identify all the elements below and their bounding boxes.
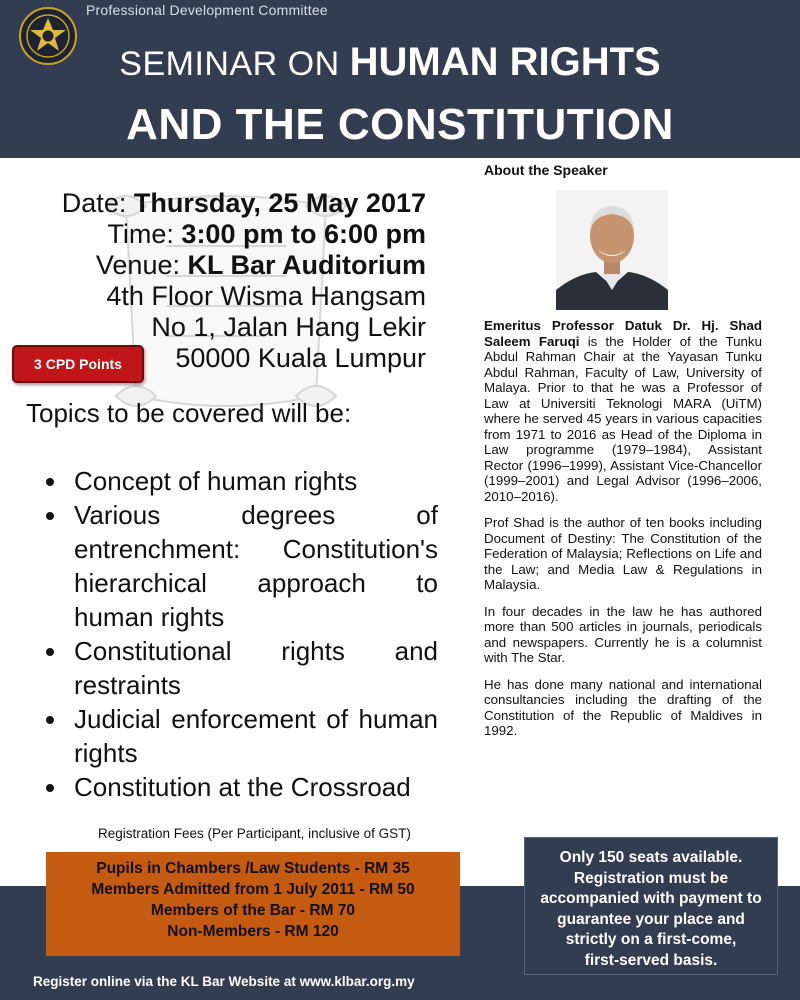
speaker-photo xyxy=(556,190,668,310)
bullet-icon xyxy=(46,512,54,520)
venue-address-line: No 1, Jalan Hang Lekir xyxy=(151,312,426,342)
malaysian-bar-crest-icon xyxy=(18,6,78,66)
fee-item: Pupils in Chambers /Law Students - RM 35 xyxy=(96,860,410,877)
topic-item: Concept of human rights xyxy=(46,464,438,498)
cpd-points-badge: 3 CPD Points xyxy=(12,345,144,383)
venue-address-line: 4th Floor Wisma Hangsam xyxy=(106,281,426,311)
topics-list xyxy=(46,464,438,804)
speaker-bio xyxy=(484,318,762,750)
title-prefix: SEMINAR ON xyxy=(119,45,350,83)
topic-item: Judicial enforcement of human rights xyxy=(46,702,438,770)
bio-paragraph: He has done many national and international consultancies including the drafting of the Constitution of the Republic of Maldives in 1992. xyxy=(484,676,762,738)
bio-paragraph: In four decades in the law he has authored more than 500 articles in journals, periodicals and newspapers. Currently he is a columnist with The Star. xyxy=(484,603,762,665)
title-emphasis: HUMAN RIGHTS xyxy=(349,40,661,84)
bio-paragraph: Emeritus Professor Datuk Dr. Hj. Shad Saleem Faruqi is the Holder of the Tunku Abdul Rahman Chair at the Yayasan Tunku Abdul Rahman, Faculty of Law, University of Malaya. Prior to that he was a Professor of Law at Universiti Teknologi MARA (UiTM) where he served 45 years in various capacities from 1971 to 2016 as Head of the Diploma in Law programme (1979–1984), Assistant Rector (1996–1999), Assistant Vice-Chancellor (1999–2001) and Legal Advisor (1996–2006, 2010–2016). xyxy=(484,318,762,504)
page-title-line1 xyxy=(100,40,680,85)
bullet-icon xyxy=(46,478,54,486)
event-venue: Venue: KL Bar Auditorium xyxy=(95,250,426,280)
speaker-heading: About the Speaker xyxy=(484,162,608,178)
bio-paragraph: Prof Shad is the author of ten books including Document of Destiny: The Constitution of the Federation of Malaysia; Reflections on Life and the Law; and Media Law & Regulations in Malaysia. xyxy=(484,515,762,592)
bullet-icon xyxy=(46,648,54,656)
topic-item: Constitutional rights and restraints xyxy=(46,634,438,702)
bullet-icon xyxy=(46,784,54,792)
fees-box xyxy=(46,852,460,956)
header-banner xyxy=(0,0,800,158)
fee-item: Members of the Bar - RM 70 xyxy=(150,902,356,919)
venue-address-line: 50000 Kuala Lumpur xyxy=(175,343,426,373)
register-online-link[interactable]: Register online via the KL Bar Website at www.klbar.org.my xyxy=(33,974,415,989)
fee-item: Members Admitted from 1 July 2011 - RM 50 xyxy=(91,881,415,898)
topic-item: Constitution at the Crossroad xyxy=(46,770,438,804)
page-title-line2: AND THE CONSTITUTION xyxy=(126,100,674,149)
bullet-icon xyxy=(46,716,54,724)
event-time: Time: 3:00 pm to 6:00 pm xyxy=(107,219,426,249)
event-date: Date: Thursday, 25 May 2017 xyxy=(61,188,426,218)
topics-heading: Topics to be covered will be: xyxy=(26,398,352,428)
topic-item: Various degrees of entrenchment: Constitution's hierarchical approach to human rights xyxy=(46,498,438,634)
seats-notice: Only 150 seats available. Registration must be accompanied with payment to guarantee your place and strictly on a first-come, first-served basis. xyxy=(524,837,778,975)
committee-name: Professional Development Committee xyxy=(86,2,328,18)
registration-fees-label: Registration Fees (Per Participant, inclusive of GST) xyxy=(98,826,411,841)
speaker-name: Emeritus Professor Datuk Dr. Hj. Shad Saleem Faruqi xyxy=(484,318,762,349)
fee-item: Non-Members - RM 120 xyxy=(167,923,339,940)
